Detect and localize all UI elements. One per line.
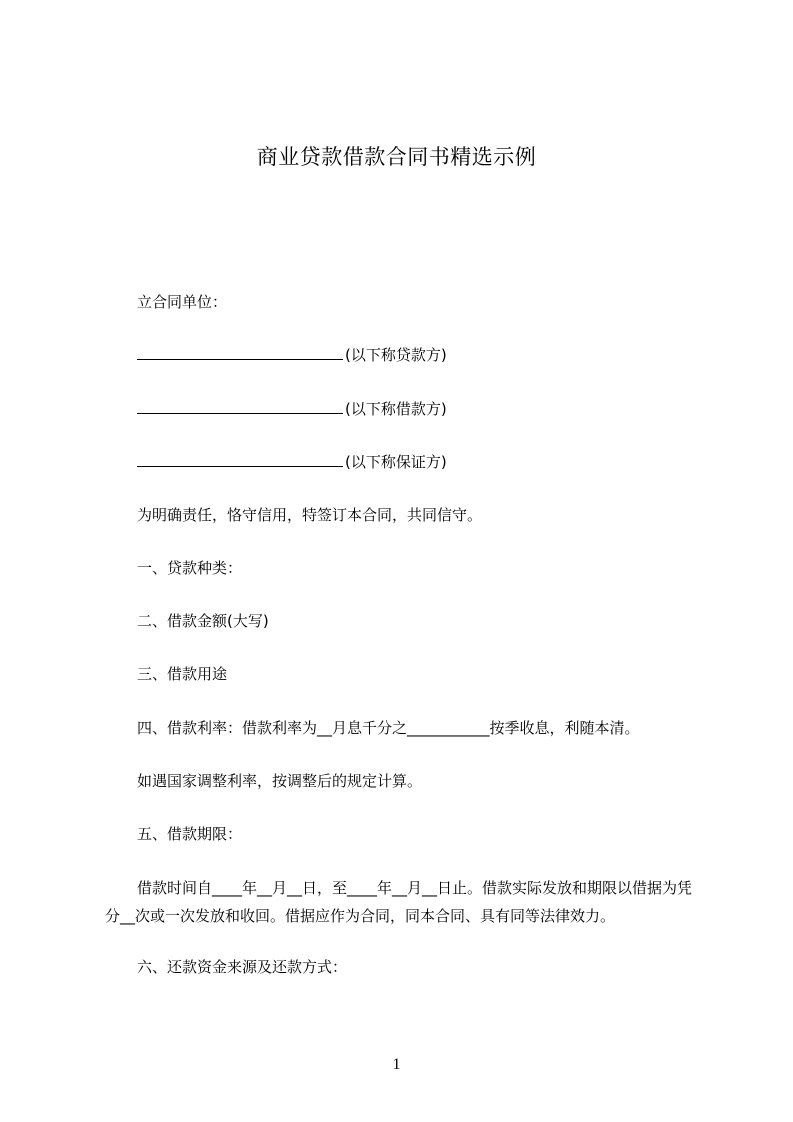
item-5-loan-term: 五、借款期限： bbox=[137, 825, 243, 843]
party-lender-line bbox=[137, 343, 447, 367]
page-number: 1 bbox=[392, 1056, 401, 1073]
party-borrower-line bbox=[137, 397, 447, 421]
item-4-rate-adjustment-note: 如遇国家调整利率，按调整后的规定计算。 bbox=[137, 772, 423, 790]
item-5-term-body: 借款时间自____年__月__日，至____年__月__日止。借款实际发放和期限以借据为凭分__次或一次发放和收回。借据应作为合同，同本合同、具有同等法律效力。 bbox=[105, 879, 693, 925]
item-4-interest-rate: 四、借款利率：借款利率为__月息千分之___________按季收息，利随本清。 bbox=[137, 719, 640, 737]
parties-heading: 立合同单位： bbox=[137, 293, 228, 311]
preamble: 为明确责任，恪守信用，特签订本合同，共同信守。 bbox=[137, 506, 483, 524]
borrower-name-blank bbox=[137, 399, 343, 414]
lender-name-blank bbox=[137, 345, 343, 360]
item-2-loan-amount: 二、借款金额(大写) bbox=[137, 612, 269, 630]
document-title: 商业贷款借款合同书精选示例 bbox=[256, 145, 537, 169]
item-1-loan-type: 一、贷款种类： bbox=[137, 559, 243, 577]
party-lender-label: (以下称贷款方) bbox=[345, 346, 447, 364]
party-guarantor-line bbox=[137, 450, 447, 474]
item-3-loan-purpose: 三、借款用途 bbox=[137, 665, 228, 683]
item-6-repayment: 六、还款资金来源及还款方式： bbox=[137, 958, 348, 976]
party-borrower-label: (以下称借款方) bbox=[345, 400, 447, 418]
party-guarantor-label: (以下称保证方) bbox=[345, 453, 447, 471]
guarantor-name-blank bbox=[137, 452, 343, 467]
